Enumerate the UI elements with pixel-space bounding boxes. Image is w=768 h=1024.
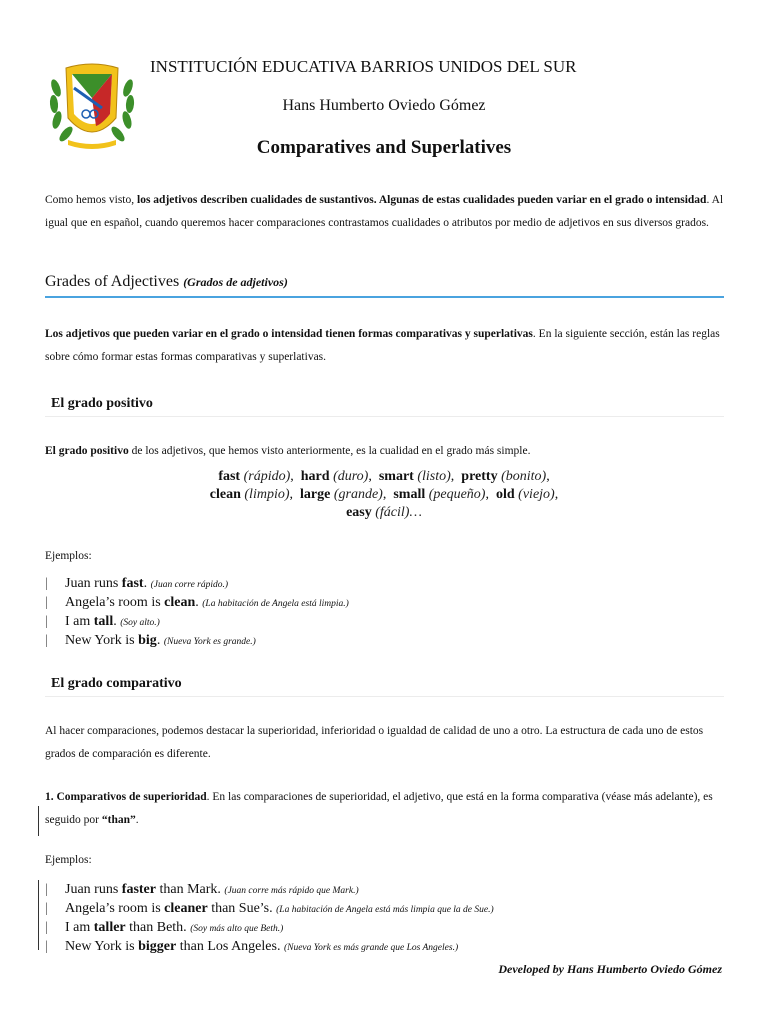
change-bar xyxy=(38,806,39,836)
grades-heading: Grades of Adjectives (Grados de adjetivos) xyxy=(45,273,288,290)
examples-label: Ejemplos: xyxy=(45,854,92,866)
list-item: | Angela’s room is clean. (La habitación de Angela está limpia.) xyxy=(45,595,349,610)
adjective-item: hard (duro), xyxy=(300,469,372,484)
example-list xyxy=(45,575,349,651)
comparativo-paragraph: Al hacer comparaciones, podemos destacar la superioridad, inferioridad o igualdad de calidad de uno a otro. La estructura de cada uno de estos grados de comparación es diferente. xyxy=(45,725,704,760)
superioridad-paragraph: 1. Comparativos de superioridad. En las comparaciones de superioridad, el adjetivo, que está en la forma comparativa (véase más adelante), es seguido por “than”. xyxy=(45,791,713,826)
positivo-heading: El grado positivo xyxy=(51,396,153,411)
page-title: Comparatives and Superlatives xyxy=(256,137,512,158)
footer-credit: Developed by Hans Humberto Oviedo Gómez xyxy=(498,962,722,976)
list-item: | New York is bigger than Los Angeles. (Nueva York es más grande que Los Angeles.) xyxy=(45,939,459,954)
adjective-item: large (grande), xyxy=(300,487,387,502)
list-item: | I am tall. (Soy alto.) xyxy=(45,614,160,629)
author-name: Hans Humberto Oviedo Gómez xyxy=(282,97,486,114)
subsection-divider xyxy=(45,696,724,697)
positivo-paragraph: El grado positivo de los adjetivos, que hemos visto anteriormente, es la cualidad en el grado más simple. xyxy=(45,445,531,457)
list-item: | Angela’s room is cleaner than Sue’s. (La habitación de Angela está más limpia que la de Sue.) xyxy=(45,901,494,916)
adjective-item: easy (fácil)… xyxy=(346,505,422,520)
grades-paragraph: Los adjetivos que pueden variar en el grado o intensidad tienen formas comparativas y superlativas. En la siguiente sección, están las reglas sobre cómo formar estas formas comparativas y superlativas. xyxy=(45,328,720,363)
list-item: | New York is big. (Nueva York es grande.) xyxy=(45,633,256,648)
list-item: | Juan runs faster than Mark. (Juan corre más rápido que Mark.) xyxy=(45,882,359,897)
section-divider xyxy=(45,296,724,298)
example-list xyxy=(45,881,494,957)
institution-name: INSTITUCIÓN EDUCATIVA BARRIOS UNIDOS DEL SUR xyxy=(150,57,577,76)
comparativo-heading: El grado comparativo xyxy=(51,676,182,691)
adjective-item: clean (limpio), xyxy=(209,487,293,502)
adjective-item: fast (rápido), xyxy=(218,469,294,484)
list-item: | Juan runs fast. (Juan corre rápido.) xyxy=(45,576,229,591)
change-bar xyxy=(38,880,39,950)
list-item: | I am taller than Beth. (Soy más alto que Beth.) xyxy=(45,920,284,935)
adjective-item: old (viejo), xyxy=(495,487,559,502)
adjective-list xyxy=(0,468,768,522)
adjective-item: small (pequeño), xyxy=(393,487,489,502)
intro-paragraph: Como hemos visto, los adjetivos describen cualidades de sustantivos. Algunas de estas cualidades pueden variar en el grado o intensidad. Al igual que en español, cuando queremos hacer comparaciones contrastamos cualidades o atributos por medio de adjetivos en sus diversos grados. xyxy=(45,194,724,229)
subsection-divider xyxy=(45,416,724,417)
adjective-item: smart (listo), xyxy=(378,469,455,484)
examples-label: Ejemplos: xyxy=(45,550,92,562)
adjective-item: pretty (bonito), xyxy=(461,469,550,484)
